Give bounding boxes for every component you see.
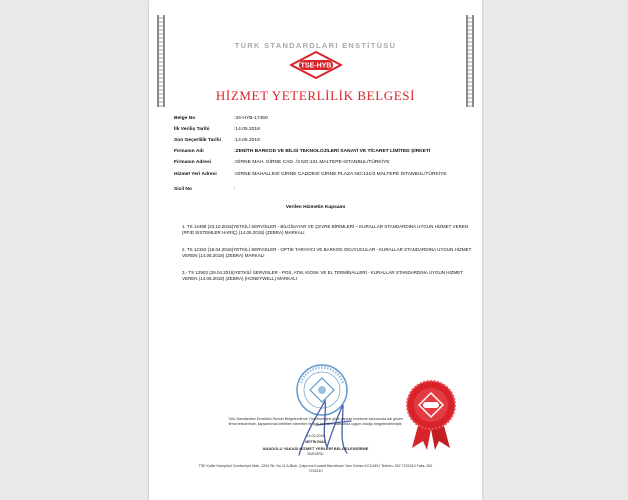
field-label: Son Geçerlilik Tarihi xyxy=(174,138,221,143)
field-label: Firmanın Adresi xyxy=(174,160,212,165)
field-value: :14.05.2019 xyxy=(234,138,260,143)
field-value: : xyxy=(234,187,236,192)
scope-item: 1. TS 12498 (23.10.2015)YETKİLİ SERVİSLER - BİLGİSAYAR VE ÇEVRE BİRİMLERİ – KURALLAR STANDARDINA UYGUN HİZMET VEREN (RFID SİSTEMLER HARİÇ) (14.05.2018) (ZEBRA) MARKALI xyxy=(182,224,469,235)
tse-hyb-logo xyxy=(290,51,342,79)
signatory-role: MÜDÜRÜ xyxy=(307,452,324,456)
certificate-page xyxy=(149,0,482,500)
footer-address: TSE Kalite Kampüsü Cumhuriyet Mah. 2254 Sk. No:11 A-Blok, Çayırova Kocaeli Baruthane Yanı Gebze-KOCAELİ Telefon: 262 7231510 Faks: 262 xyxy=(198,464,433,468)
field-value: :14.05.2018 xyxy=(234,127,260,132)
scope-item: 3.- TS 12903 (29.04.2016)YETKİLİ SERVİSLER - POS, ATM, KİOSK VE EL TERMİNALLERİ - KURALLAR STANDARDINA UYGUN HİZMET VEREN (14.05.2018) (ZEBRA) (HONEYWELL) MARKALI xyxy=(182,270,463,281)
scope-item: 2. TS 12152 (18.04.2016)YETKİLİ SERVİSLER - OPTİK TARAYICI VE BARKOD OKUYUCULAR - KURALLAR STANDARDINA UYGUN HİZMET VEREN (14.05.2018) (ZEBRA) MARKALI xyxy=(182,247,472,258)
logo-text: TSE-HYB xyxy=(300,62,332,70)
field-label: Firmanın Adı xyxy=(174,149,204,154)
field-value: :GİRNE MAHALLESİ GİRNE CADDESİ GİRNE PLAZA NO:131/3 MALTEPE İSTANBUL/TÜRKİYE xyxy=(234,172,447,177)
field-label: Belge No xyxy=(174,116,196,121)
footer-address-cont: 7231510 xyxy=(308,469,323,473)
scope-title: Verilen Hizmetin Kapsamı xyxy=(285,205,346,210)
signatory-name: METİN İNAL xyxy=(305,440,326,444)
certificate-title: HİZMET YETERLİLİK BELGESİ xyxy=(215,88,416,103)
field-value: :34-HYB-17450 xyxy=(234,116,268,121)
field-label: İlk Veriliş Tarihi xyxy=(174,127,210,132)
field-label: Sicil No xyxy=(174,187,192,192)
field-value: :ZENİTH BARKOD VE BİLGİ TEKNOLOJİLERİ SANAYİ VE TİCARET LİMİTED ŞİRKETİ xyxy=(234,149,431,154)
issue-date: 14.05.2018 xyxy=(306,434,325,438)
institution-name: TÜRK STANDARDLARI ENSTİTÜSÜ xyxy=(234,41,397,50)
footer-note-2: firma tesislerinde, kapsamında belirtilen hizmetler ile ilgili belirtilen standarda uygun olduğu belgelendirilmiştir. xyxy=(228,422,403,426)
signatory-office: ANADOLU YAKASI HİZMET YERLERİ BELGELENDİRME xyxy=(262,446,369,451)
footer-note-1: Türk Standardları Enstitüsü Hizmet Belgelendirme Yönetmeliğine göre yapılan inceleme sonucunda adı geçen xyxy=(228,417,403,421)
field-value: :GİRNE MAH. GİRNE CAD. /3 NO:131 MALTEPE-İSTANBUL/TÜRKİYE xyxy=(234,160,390,165)
field-label: Hizmet Yeri Adresi xyxy=(174,172,217,177)
